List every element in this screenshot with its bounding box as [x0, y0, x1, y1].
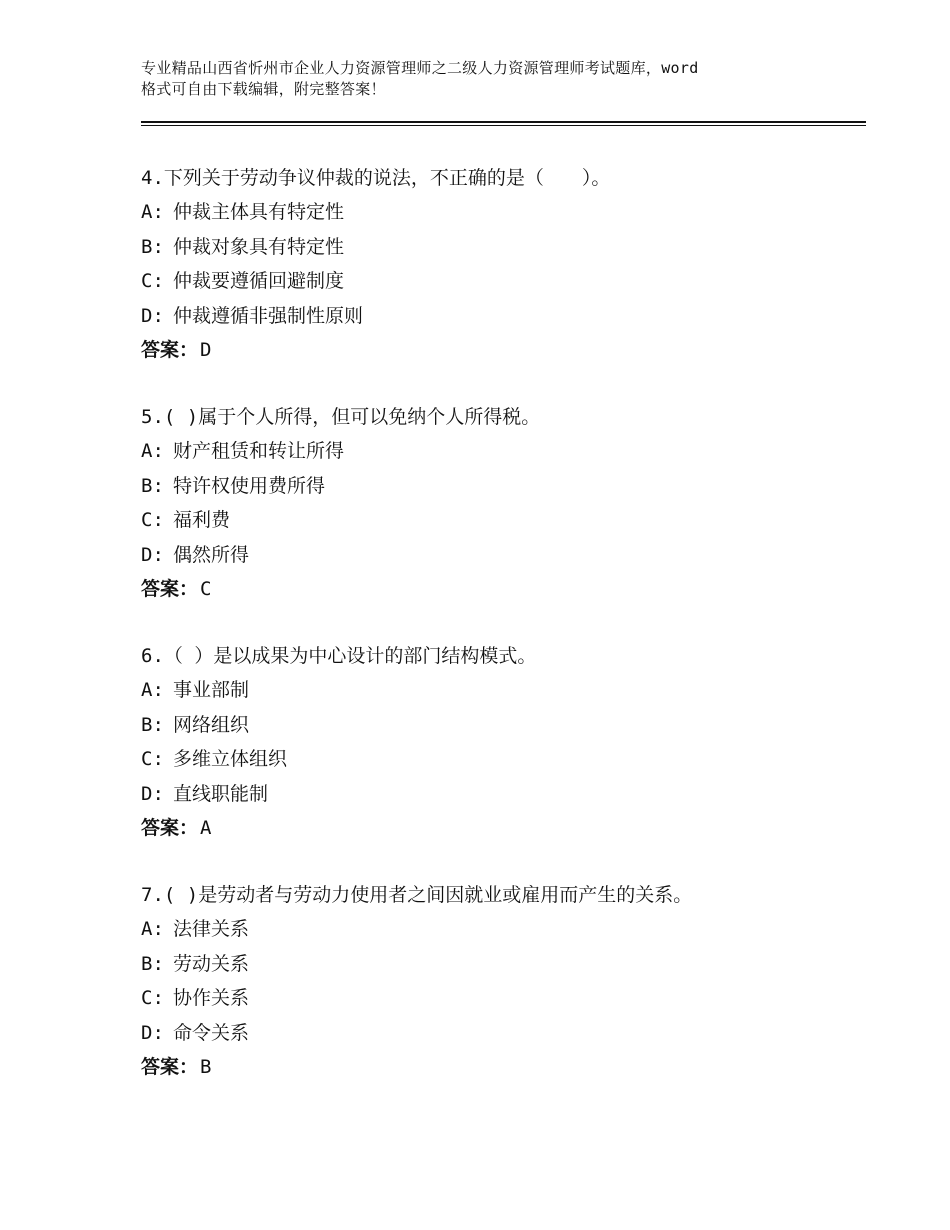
option-key: C: — [141, 509, 164, 531]
option-text: 劳动关系 — [173, 952, 250, 975]
option-b — [141, 947, 861, 982]
option-a — [141, 195, 861, 230]
option-text: 仲裁遵循非强制性原则 — [173, 304, 364, 327]
option-d — [141, 538, 861, 573]
answer-value: A — [200, 817, 212, 839]
option-key: B: — [141, 235, 164, 258]
option-key: D: — [141, 782, 164, 805]
option-key: C: — [141, 270, 164, 292]
question-6 — [141, 639, 861, 845]
option-c — [141, 981, 861, 1016]
option-text: 财产租赁和转让所得 — [173, 440, 345, 462]
answer-label: 答案： — [141, 1056, 199, 1078]
option-key: D: — [141, 543, 164, 566]
option-text: 命令关系 — [173, 1021, 250, 1044]
header-line-1: 专业精品山西省忻州市企业人力资源管理师之二级人力资源管理师考试题库，word — [141, 59, 699, 77]
option-a — [141, 912, 861, 947]
option-text: 仲裁对象具有特定性 — [173, 235, 345, 258]
option-text: 协作关系 — [173, 987, 250, 1009]
option-c — [141, 742, 861, 777]
option-b — [141, 469, 861, 504]
option-text: 网络组织 — [173, 713, 250, 736]
question-stem: 6.（ ）是以成果为中心设计的部门结构模式。 — [141, 645, 537, 667]
header-divider-thick — [141, 121, 866, 123]
answer-value: C — [200, 578, 212, 600]
option-text: 多维立体组织 — [173, 748, 288, 770]
answer-line — [141, 1050, 861, 1084]
option-d — [141, 299, 861, 334]
option-key: A: — [141, 440, 164, 462]
option-a — [141, 434, 861, 469]
option-key: D: — [141, 304, 164, 327]
option-text: 偶然所得 — [173, 543, 250, 566]
option-b — [141, 230, 861, 265]
option-key: A: — [141, 918, 164, 940]
answer-label: 答案： — [141, 817, 199, 839]
header-line-2: 格式可自由下载编辑，附完整答案！ — [141, 80, 386, 98]
option-d — [141, 777, 861, 812]
option-c — [141, 503, 861, 538]
question-stem: 5.( )属于个人所得，但可以免纳个人所得税。 — [141, 406, 541, 428]
option-key: A: — [141, 679, 164, 701]
question-7 — [141, 878, 861, 1084]
option-key: A: — [141, 201, 164, 223]
answer-label: 答案： — [141, 578, 199, 600]
option-text: 特许权使用费所得 — [173, 474, 326, 497]
option-key: D: — [141, 1021, 164, 1044]
option-text: 福利费 — [173, 509, 231, 531]
question-4 — [141, 161, 861, 367]
question-5 — [141, 400, 861, 606]
option-key: B: — [141, 713, 164, 736]
option-b — [141, 708, 861, 743]
option-key: C: — [141, 987, 164, 1009]
answer-line — [141, 572, 861, 606]
answer-value: D — [200, 339, 212, 361]
document-header — [141, 58, 841, 100]
answer-label: 答案： — [141, 339, 199, 361]
option-key: B: — [141, 474, 164, 497]
option-a — [141, 673, 861, 708]
option-text: 法律关系 — [173, 918, 250, 940]
option-text: 直线职能制 — [173, 782, 269, 805]
question-stem: 7.( )是劳动者与劳动力使用者之间因就业或雇用而产生的关系。 — [141, 884, 693, 906]
answer-value: B — [200, 1056, 212, 1078]
answer-line — [141, 811, 861, 845]
option-d — [141, 1016, 861, 1051]
option-key: C: — [141, 748, 164, 770]
option-text: 事业部制 — [173, 679, 250, 701]
option-text: 仲裁要遵循回避制度 — [173, 270, 345, 292]
answer-line — [141, 333, 861, 367]
option-text: 仲裁主体具有特定性 — [173, 201, 345, 223]
option-key: B: — [141, 952, 164, 975]
header-divider-thin — [141, 125, 866, 126]
option-c — [141, 264, 861, 299]
question-stem: 4.下列关于劳动争议仲裁的说法，不正确的是（ ）。 — [141, 167, 611, 189]
